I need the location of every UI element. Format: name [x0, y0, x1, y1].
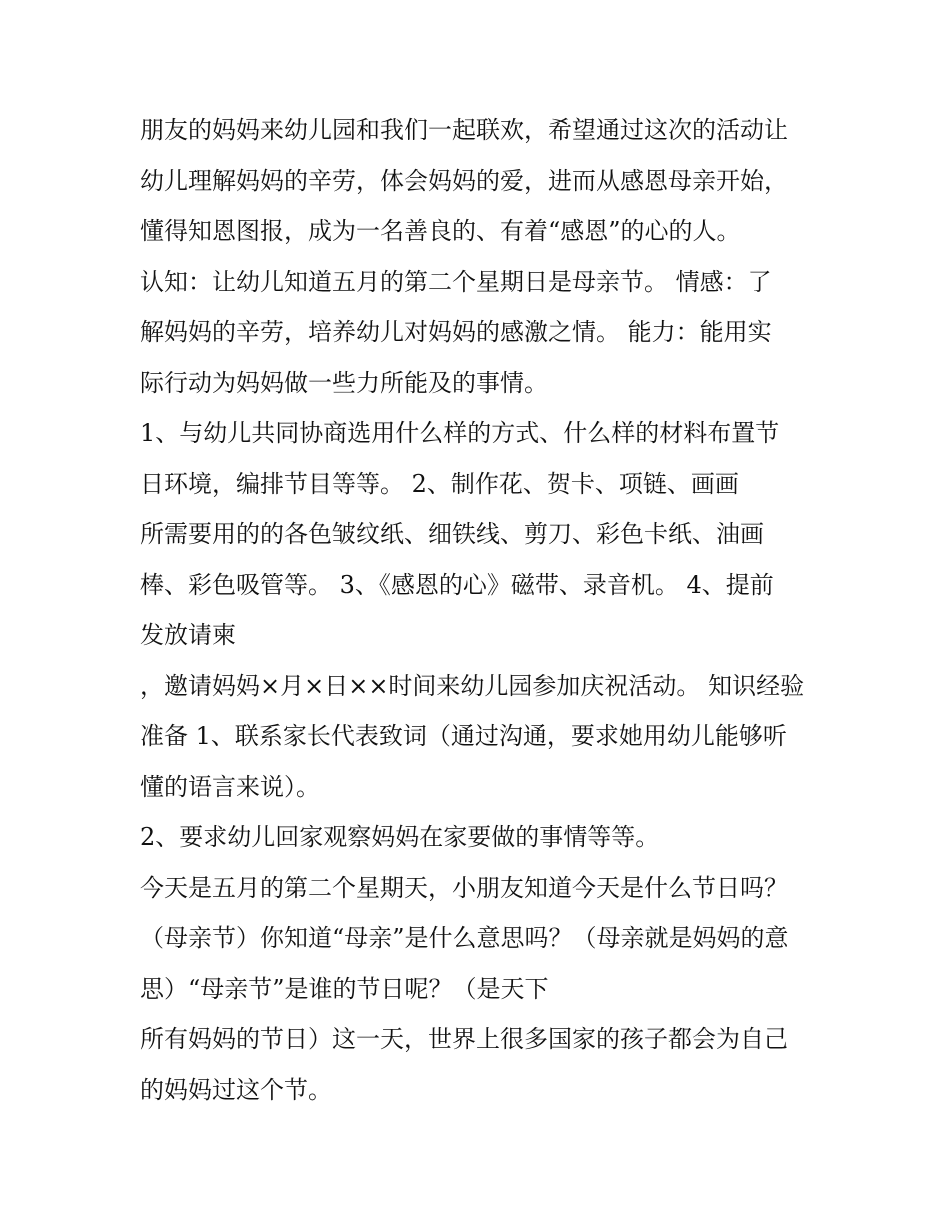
text-line: 朋友的妈妈来幼儿园和我们一起联欢，希望通过这次的活动让	[140, 116, 788, 144]
text-line: 今天是五月的第二个星期天，小朋友知道今天是什么节日吗？	[140, 873, 788, 902]
text-line: 懂的语言来说）。	[140, 772, 320, 801]
text-line: 日环境，编排节目等等。 2、制作花、贺卡、项链、画画	[140, 469, 739, 498]
text-line: 幼儿理解妈妈的辛劳，体会妈妈的爱，进而从感恩母亲开始，	[140, 166, 788, 195]
text-line: （母亲节）你知道“母亲”是什么意思吗？（母亲就是妈妈的意	[140, 924, 789, 952]
text-line: 所有妈妈的节日）这一天，世界上很多国家的孩子都会为自己	[140, 1025, 788, 1053]
text-line: 1、与幼儿共同协商选用什么样的方式、什么样的材料布置节	[140, 419, 780, 447]
text-line: ，邀请妈妈×月×日××时间来幼儿园参加庆祝活动。 知识经验	[140, 671, 805, 700]
body-text	[140, 105, 830, 1115]
text-line: 的妈妈过这个节。	[140, 1075, 332, 1104]
text-line: 懂得知恩图报，成为一名善良的、有着“感恩”的心的人。	[140, 217, 741, 245]
text-line: 际行动为妈妈做一些力所能及的事情。	[140, 368, 548, 397]
text-line: 所需要用的的各色皱纹纸、细铁线、剪刀、彩色卡纸、油画	[140, 520, 764, 548]
text-line: 发放请柬	[140, 621, 236, 649]
text-line: 解妈妈的辛劳，培养幼儿对妈妈的感激之情。 能力：能用实	[140, 318, 772, 346]
text-line: 2、要求幼儿回家观察妈妈在家要做的事情等等。	[140, 823, 660, 851]
text-line: 准备 1、联系家长代表致词（通过沟通，要求她用幼儿能够听	[140, 722, 787, 750]
text-line: 思）“母亲节”是谁的节日呢？（是天下	[140, 974, 549, 1003]
text-line: 认知：让幼儿知道五月的第二个星期日是母亲节。 情感：了	[140, 267, 772, 296]
text-line: 棒、彩色吸管等。 3、《感恩的心》磁带、录音机。 4、提前	[140, 570, 774, 599]
